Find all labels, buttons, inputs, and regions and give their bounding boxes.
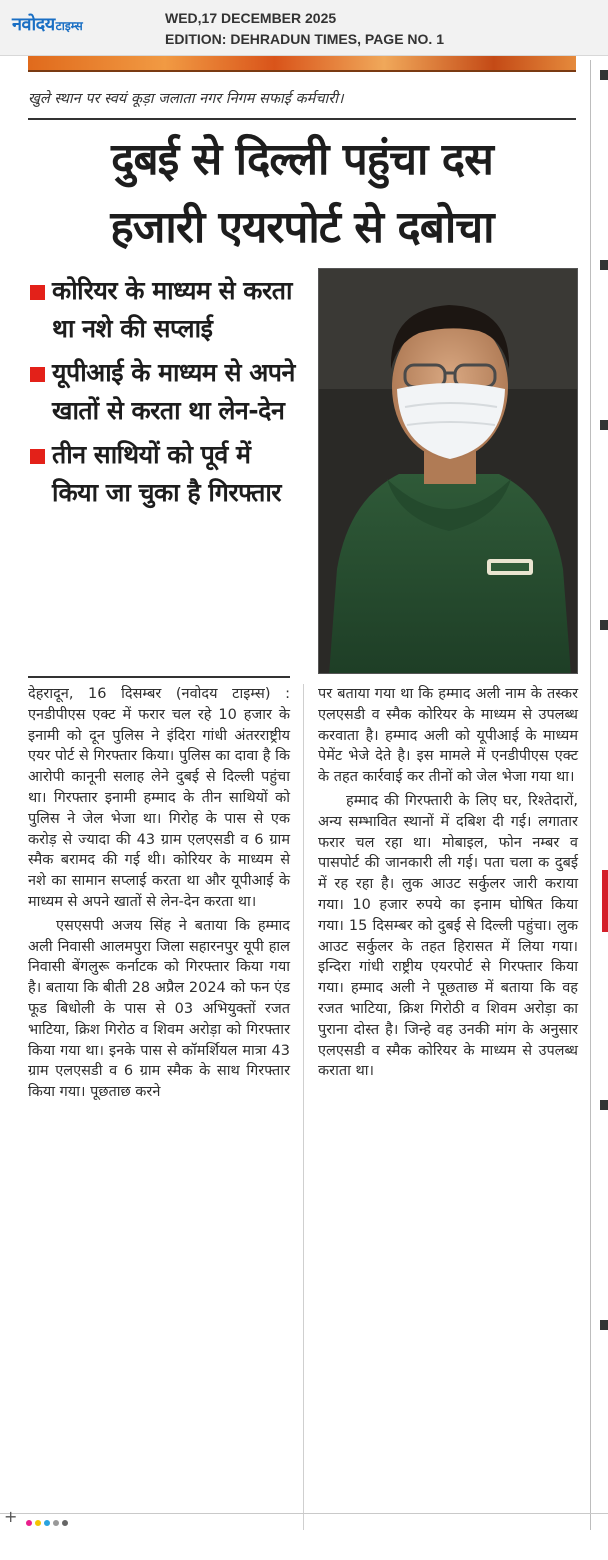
registration-dots [26, 1520, 71, 1526]
highlight-item [30, 354, 300, 430]
color-dot [62, 1520, 68, 1526]
adjacent-text-fragment [600, 620, 608, 630]
color-dot [35, 1520, 41, 1526]
color-dot [44, 1520, 50, 1526]
crosshair-icon: + [4, 1507, 18, 1526]
accused-photo [318, 268, 578, 674]
highlight-item [30, 436, 300, 512]
logo-main-text: नवोदय [12, 14, 55, 35]
highlight-item [30, 272, 300, 348]
adjacent-red-block [602, 870, 608, 932]
logo-sub-text: टाइम्स [55, 19, 83, 33]
adjacent-article-border [590, 60, 591, 1530]
photo-caption: खुले स्थान पर स्वयं कूड़ा जलाता नगर निगम सफाई कर्मचारी। [28, 91, 344, 107]
adjacent-text-fragment [600, 420, 608, 430]
red-square-icon [30, 449, 45, 464]
color-dot [53, 1520, 59, 1526]
article-column-left [28, 684, 290, 1106]
previous-article-photo [28, 56, 576, 72]
headline-line-1: दुबई से दिल्ली पहुंचा दस [111, 134, 493, 185]
adjacent-text-fragment [600, 260, 608, 270]
highlight-text: कोरियर के माध्यम से करता था नशे की सप्लाई [52, 276, 292, 343]
edition-info [165, 8, 444, 50]
headline-line-2: हजारी एयरपोर्ट से दबोचा [110, 202, 494, 253]
caption-divider [28, 118, 576, 120]
highlights-divider [28, 676, 290, 678]
adjacent-text-fragment [600, 1320, 608, 1330]
footer-rule [0, 1513, 608, 1514]
color-dot [26, 1520, 32, 1526]
adjacent-text-fragment [600, 70, 608, 80]
column-divider [303, 684, 304, 1530]
article-paragraph: एसएसपी अजय सिंह ने बताया कि हम्माद अली निवासी आलमपुरा जिला सहारनपुर यूपी हाल निवासी बेंगलुरू कर्नाटक को गिरफ्तार किया गया है। बताया कि बीती 28 अप्रैल 2024 को फन एंड फूड बिधोली के पास से 03 अभियुक्तों रजत भाटिया, क्रिश गिरोठ व शिवम अरोड़ा को गिरफ्तार किया गया था। इनके पास से कॉमर्शियल मात्रा 43 ग्राम एलएसडी व 6 ग्राम स्मैक के साथ गिरफ्तार किया गया। पूछताछ करने [28, 917, 290, 1101]
edition-page: EDITION: DEHRADUN TIMES, PAGE NO. 1 [165, 31, 444, 47]
article-paragraph: देहरादून, 16 दिसम्बर (नवोदय टाइम्स) : एनडीपीएस एक्ट में फरार चल रहे 10 हजार के इनामी को दून पुलिस ने इंदिरा गांधी अंतरराष्ट्रीय एयर पोर्ट से गिरफ्तार किया। पुलिस का दावा है कि आरोपी कानूनी सलाह लेने दुबई से दिल्ली पहुंचा था। गिरफ्तार इनामी हम्माद के तीन साथियों को पुलिस ने जेल भेजा था। गिरोह के पास से एक करोड़ से ज्यादा की 43 ग्राम एलएसडी व 6 ग्राम स्मैक बरामद की गई थी। कोरियर के माध्यम से नशे का सामान सप्लाई करता था और यूपीआई के माध्यम से अपने खातों से लेन-देन करता था। [28, 686, 290, 910]
red-square-icon [30, 367, 45, 382]
highlight-text: यूपीआई के माध्यम से अपने खातों से करता था लेन-देन [52, 358, 295, 425]
highlight-text: तीन साथियों को पूर्व में किया जा चुका है गिरफ्तार [52, 440, 282, 507]
article-column-right [318, 684, 578, 1085]
adjacent-text-fragment [600, 1100, 608, 1110]
newspaper-logo [12, 12, 83, 36]
accused-photo-illustration [319, 269, 578, 674]
highlights-box [30, 272, 300, 518]
edition-header [0, 0, 608, 56]
article-headline [28, 126, 576, 262]
edition-date: WED,17 DECEMBER 2025 [165, 10, 337, 26]
red-square-icon [30, 285, 45, 300]
article-paragraph: हम्माद की गिरफ्तारी के लिए घर, रिश्तेदारों, अन्य सम्भावित स्थानों में दबिश दी गई। लगातार फरार चल रहा था। मोबाइल, फोन नम्बर व पासपोर्ट की जानकारी ली गई। पता चला क दुबई में रह रहा है। लुक आउट सर्कुलर जारी कराया गया। 10 हजार रुपये का इनाम घोषित किया गया। 15 दिसम्बर को दुबई से दिल्ली पहुंचा। लुक आउट सर्कुलर के तहत हिरासत में लिया गया। इन्दिरा गांधी राष्ट्रीय एयरपोर्ट से गिरफ्तार किया गया। हम्माद अली ने पूछताछ में बताया कि वह रजत भाटिया, क्रिश गिरोठी व शिवम अरोड़ा का पुराना दोस्त है। जिन्हे वह उनकी मांग के अनुसार एलएसडी व स्मैक कोरियर के माध्यम से उपलब्ध कराता था। [318, 792, 578, 1080]
article-paragraph: पर बताया गया था कि हम्माद अली नाम के तस्कर एलएसडी व स्मैक कोरियर के माध्यम से उपलब्ध करवाता है। हम्माद अली को यूपीआई के माध्यम पेमेंट भेजे देते है। इस मामले में एनडीपीएस एक्ट के तहत कार्रवाई कर तीनों को जेल भेजा गया था। [318, 686, 578, 786]
